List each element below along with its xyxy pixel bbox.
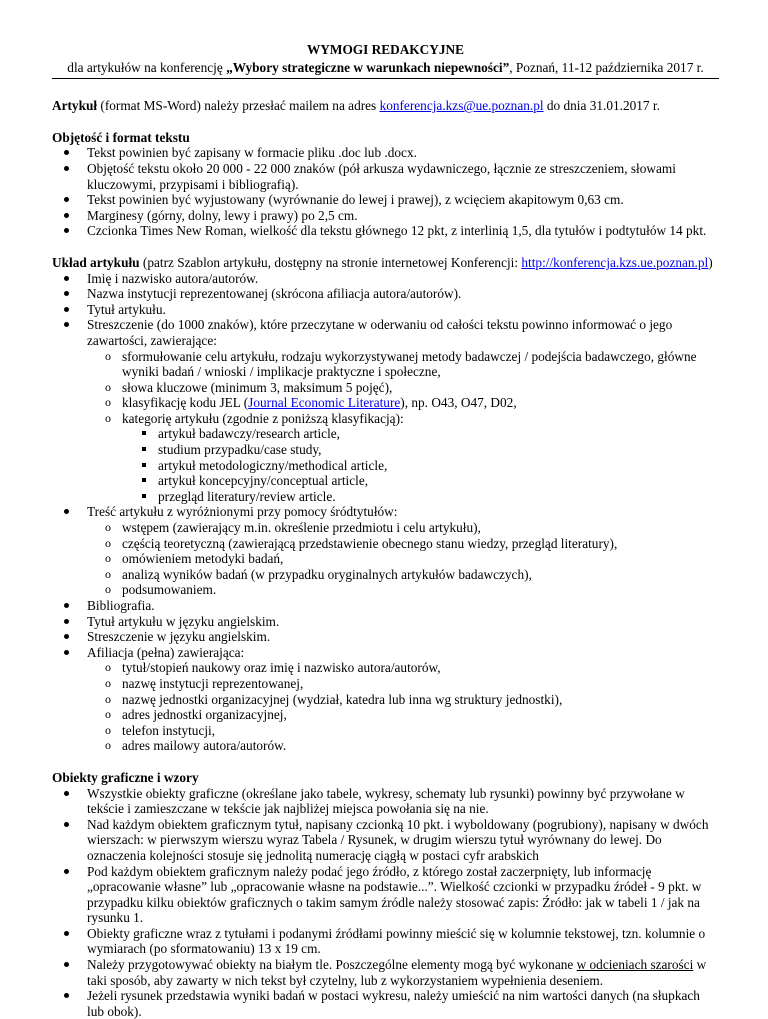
sublist-item: o adres mailowy autora/autorów. (105, 738, 287, 754)
list-item: Tytuł artykułu. (52, 302, 719, 318)
conference-name: „Wybory strategiczne w warunkach niepewności” (226, 59, 510, 75)
list-item: Marginesy (górny, dolny, lewy i prawy) po 2,5 cm. (52, 208, 719, 224)
sublist-item: o adres jednostki organizacyjnej, (105, 707, 287, 723)
list-item: Objętość tekstu około 20 000 - 22 000 znaków (pół arkusza wydawniczego, łącznie ze streszczeniem, słowami kluczowymi, przypisami i bibliografią). (52, 161, 719, 192)
sublist-item: o wstępem (zawierający m.in. określenie przedmiotu i celu artykułu), (105, 520, 481, 536)
sublist-item: o kategorię artykułu (zgodnie z poniższą klasyfikacją): artykuł badawczy/research article, studium przypadku/case study, artykuł metodologiczny/methodical article, artykuł koncepcyjny/conceptual article, przegląd literatury/review article. (87, 411, 719, 505)
layout-list (52, 271, 719, 754)
abstract-sublist (87, 349, 719, 505)
category-item: przegląd literatury/review article. (122, 489, 719, 505)
sublist-item: o nazwę instytucji reprezentowanej, (105, 675, 304, 691)
email-link[interactable]: konferencja.kzs@ue.poznan.pl (379, 98, 544, 114)
sublist-item: o tytuł/stopień naukowy oraz imię i nazwisko autora/autorów, (105, 660, 441, 676)
category-item: studium przypadku/case study, (122, 442, 719, 458)
sublist-item: o słowa kluczowe (minimum 3, maksimum 5 pojęć), (105, 379, 393, 395)
list-item: Nazwa instytucji reprezentowanej (skrócona afiliacja autora/autorów). (52, 286, 719, 302)
category-item: artykuł koncepcyjny/conceptual article, (122, 473, 719, 489)
list-item: Streszczenie w języku angielskim. (52, 629, 719, 645)
document-title: WYMOGI REDAKCYJNE (307, 42, 464, 57)
list-item: Treść artykułu z wyróżnionymi przy pomocy śródtytułów: o wstępem (zawierający m.in. określenie przedmiotu i celu artykułu), o częścią teoretyczną (zawierającą przedstawienie obecnego stanu wiedzy, przegląd literatury), o omówieniem metodyki badań, o analizą wyników badań (w przypadku oryginalnych artykułów badawczych), o podsumowaniem. (52, 504, 719, 598)
content-sublist (87, 520, 719, 598)
list-item: Bibliografia. (52, 598, 719, 614)
sublist-item: o telefon instytucji, (105, 722, 216, 738)
list-item: Imię i nazwisko autora/autorów. (52, 271, 719, 287)
list-item: Wszystkie obiekty graficzne (określane jako tabele, wykresy, schematy lub rysunki) powinny być przywołane w tekście i zamieszczane w tekście jak najbliżej miejsca powołania się na nie. (52, 786, 719, 817)
document-subtitle: dla artykułów na konferencję „Wybory strategiczne w warunkach niepewności”, Poznań, 11-12 października 2017 r. (67, 59, 704, 75)
sublist-item: o częścią teoretyczną (zawierającą przedstawienie obecnego stanu wiedzy, przegląd literatury), (105, 535, 618, 551)
list-item: Należy przygotowywać obiekty na białym tle. Poszczególne elementy mogą być wykonane w odcieniach szarości w taki sposób, aby zawarty w nich tekst był czytelny, lub z wykorzystaniem wypełnienia deseniem. (52, 957, 719, 988)
list-item: Tytuł artykułu w języku angielskim. (52, 614, 719, 630)
section-heading-layout: Układ artykułu (patrz Szablon artykułu, dostępny na stronie internetowej Konferencji: http://konferencja.kzs.ue.poznan.pl) (52, 254, 713, 270)
underlined-text: w odcieniach szarości (576, 957, 694, 973)
list-item: Obiekty graficzne wraz z tytułami i podanymi źródłami powinny mieścić się w kolumnie tekstowej, tzn. kolumnie o wymiarach (po sformatowaniu) 13 x 19 cm. (52, 926, 719, 957)
graphics-list (52, 786, 719, 1019)
document-page (52, 42, 719, 1019)
intro-paragraph: Artykuł (format MS-Word) należy przesłać mailem na adres konferencja.kzs@ue.poznan.pl do dnia 31.01.2017 r. (52, 98, 660, 114)
list-item: Nad każdym obiektem graficznym tytuł, napisany czcionką 10 pkt. i wyboldowany (pogrubiony), napisany w dwóch wierszach: w pierwszym wierszu wyraz Tabela / Rysunek, w drugim wierszu tytuł wyrównany do lewej. Do oznaczenia kolejności stosuje się jednolitą numerację ciągłą w postaci cyfr arabskich (52, 817, 719, 864)
list-item: Czcionka Times New Roman, wielkość dla tekstu głównego 12 pkt, z interlinią 1,5, dla tytułów i podtytułów 14 pkt. (52, 223, 719, 239)
category-item: artykuł badawczy/research article, (122, 426, 719, 442)
list-item: Tekst powinien być wyjustowany (wyrównanie do lewej i prawej), z wcięciem akapitowym 0,63 cm. (52, 192, 719, 208)
list-item: Afiliacja (pełna) zawierająca: o tytuł/stopień naukowy oraz imię i nazwisko autora/autorów, o nazwę instytucji reprezentowanej, o nazwę jednostki organizacyjnej (wydział, katedra lub inna wg struktury jednostki), o adres jednostki organizacyjnej, o telefon instytucji, o adres mailowy autora/autorów. (52, 645, 719, 754)
sublist-item: o nazwę jednostki organizacyjnej (wydział, katedra lub inna wg struktury jednostki), (105, 691, 563, 707)
sublist-item: o omówieniem metodyki badań, (105, 551, 284, 567)
sublist-item: o podsumowaniem. (105, 582, 217, 598)
list-item: Jeżeli rysunek przedstawia wyniki badań w postaci wykresu, należy umieścić na nim wartości danych (na słupkach lub obok). (52, 988, 719, 1019)
sublist-item: o analizą wyników badań (w przypadku oryginalnych artykułów badawczych), (105, 566, 532, 582)
affiliation-sublist (87, 660, 719, 754)
conference-url-link[interactable]: http://konferencja.kzs.ue.poznan.pl (521, 254, 709, 270)
list-item: Pod każdym obiektem graficznym należy podać jego źródło, z którego został zaczerpnięty, lub informację „opracowanie własne” lub „opracowanie własne na podstawie...”. Wielkość czcionki w przypadku źródeł - 9 pkt. w przypadku kilku obiektów graficznych o takim samym źródle należy stosować zapis: Źródło: jak w tabeli 1 / jak na rysunku 1. (52, 864, 719, 926)
section-heading-graphics: Obiekty graficzne i wzory (52, 769, 199, 785)
sublist-item: o sformułowanie celu artykułu, rodzaju wykorzystywanej metody badawczej / podejścia badawczego, główne wyniki badań / wnioski / implikacje praktyczne i społeczne, (105, 348, 697, 380)
category-sublist (122, 426, 719, 504)
list-item: Tekst powinien być zapisany w formacie pliku .doc lub .docx. (52, 145, 719, 161)
sublist-item: o klasyfikację kodu JEL (Journal Economic Literature), np. O43, O47, D02, (105, 395, 517, 411)
list-item: Streszczenie (do 1000 znaków), które przeczytane w oderwaniu od całości tekstu powinno informować o jego zawartości, zawierające: o sformułowanie celu artykułu, rodzaju wykorzystywanej metody badawczej / podejścia badawczego, główne wyniki badań / wnioski / implikacje praktyczne i społeczne, o słowa kluczowe (minimum 3, maksimum 5 pojęć), o klasyfikację kodu JEL (Journal Economic Literature), np. O43, O47, D02, o kategorię artykułu (zgodnie z poniższą klasyfikacją): artykuł badawczy/research article, studium przypadku/case study, artykuł metodologiczny/methodical article, artykuł koncepcyjny/conceptual article, przegląd literatury/review article. (52, 317, 719, 504)
format-list (52, 145, 719, 239)
jel-link[interactable]: Journal Economic Literature (248, 395, 401, 411)
section-heading-format: Objętość i format tekstu (52, 129, 190, 145)
category-item: artykuł metodologiczny/methodical article, (122, 458, 719, 474)
